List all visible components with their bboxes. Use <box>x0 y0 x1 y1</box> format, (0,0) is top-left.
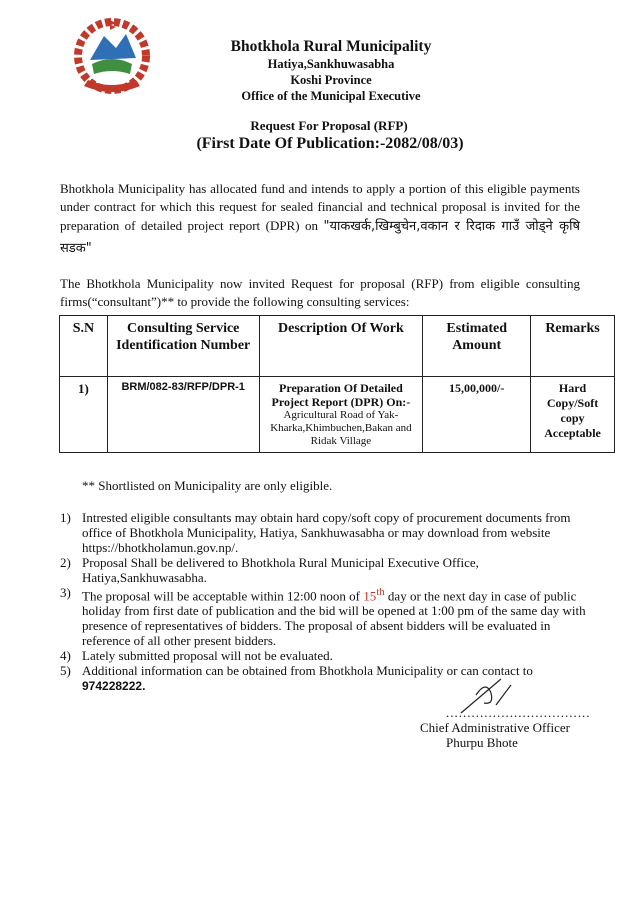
services-table <box>59 315 615 453</box>
item-number: 4) <box>60 648 71 664</box>
header-sn: S.N <box>60 316 108 377</box>
signatory-title: Chief Administrative Officer <box>420 720 570 735</box>
item-number: 1) <box>60 510 71 525</box>
list-item <box>60 555 590 585</box>
signature-line: .................................. <box>446 705 591 720</box>
description-title: Preparation Of Detailed Project Report (DPR) On:- <box>271 381 411 409</box>
table-row <box>60 377 615 453</box>
list-item <box>60 648 590 663</box>
org-province: Koshi Province <box>290 73 372 87</box>
document-type: Request For Proposal (RFP) <box>250 118 408 133</box>
item-text: Intrested eligible consultants may obtain hard copy/soft copy of procurement documents from office of Bhotkhola Municipality, Hatiya, Sankhuwasabha or may download from website https://bhotkholamun.gov.np/. <box>82 510 571 555</box>
signature-scribble-icon <box>456 675 516 715</box>
org-address: Hatiya,Sankhuwasabha <box>267 57 395 71</box>
cell-sn: 1) <box>60 377 108 453</box>
list-item <box>60 510 590 555</box>
item-text-main: Additional information can be obtained from Bhotkhola Municipality or can contact to <box>82 663 533 679</box>
cell-remarks: Hard Copy/Soft copy Acceptable <box>531 377 615 453</box>
signature-block <box>420 705 590 750</box>
table-header-row <box>60 316 615 377</box>
item-text: Lately submitted proposal will not be evaluated. <box>82 648 333 664</box>
day-suffix: th <box>376 586 385 598</box>
org-name: Bhotkhola Rural Municipality <box>230 38 432 55</box>
description-detail: Agricultural Road of Yak-Kharka,Khimbuchen,Bakan and Ridak Village <box>270 409 412 447</box>
project-name-nepali: "याकखर्क,खिम्बुचेन,वकान र रिदाक गाउँ जोड्ने कृषि सडक" <box>60 219 580 256</box>
cell-description <box>259 377 423 453</box>
list-item <box>60 585 590 648</box>
cell-id: BRM/082-83/RFP/DPR-1 <box>107 377 259 453</box>
item-text: Proposal Shall be delivered to Bhotkhola Rural Municipal Executive Office, Hatiya,Sankhuwasabha. <box>82 555 479 585</box>
letterhead <box>0 38 636 154</box>
header-id: Consulting Service Identification Number <box>107 316 259 377</box>
publication-date: (First Date Of Publication:-2082/08/03) <box>196 135 464 152</box>
header-remarks: Remarks <box>531 316 615 377</box>
cell-amount: 15,00,000/- <box>423 377 531 453</box>
item-text-b: day or the next day in case of public holiday from first date of publication and the bid will be opened at 1:00 pm of the same day with presence of representatives of bidders. The proposal of absent bidders will be evaluated in reference of all other present bidders. <box>82 588 586 649</box>
item-text <box>82 585 590 648</box>
org-office: Office of the Municipal Executive <box>241 89 421 103</box>
intro-text: Bhotkhola Municipality has allocated fund and intends to apply a portion of this eligible payments under contract for which this request for sealed financial and technical proposal is invited for the preparation of detailed project report (DPR) on <box>60 181 580 233</box>
header-amount: Estimated Amount <box>423 316 531 377</box>
contact-phone: 974228222. <box>82 679 146 694</box>
eligibility-note: ** Shortlisted on Municipality are only eligible. <box>82 478 333 493</box>
item-number: 2) <box>60 555 71 570</box>
invite-paragraph: The Bhotkhola Municipality now invited Request for proposal (RFP) from eligible consulting firms(“consultant”)** to provide the following consulting services: <box>60 276 580 309</box>
item-number: 5) <box>60 663 71 679</box>
terms-list <box>60 510 590 694</box>
item-number: 3) <box>60 585 71 600</box>
item-text-a: The proposal will be acceptable within 12:00 noon of <box>82 588 364 604</box>
header-description: Description Of Work <box>259 316 423 377</box>
signatory-name: Phurpu Bhote <box>446 735 518 750</box>
day-highlight: 15 <box>363 588 377 604</box>
intro-paragraph <box>60 180 580 260</box>
